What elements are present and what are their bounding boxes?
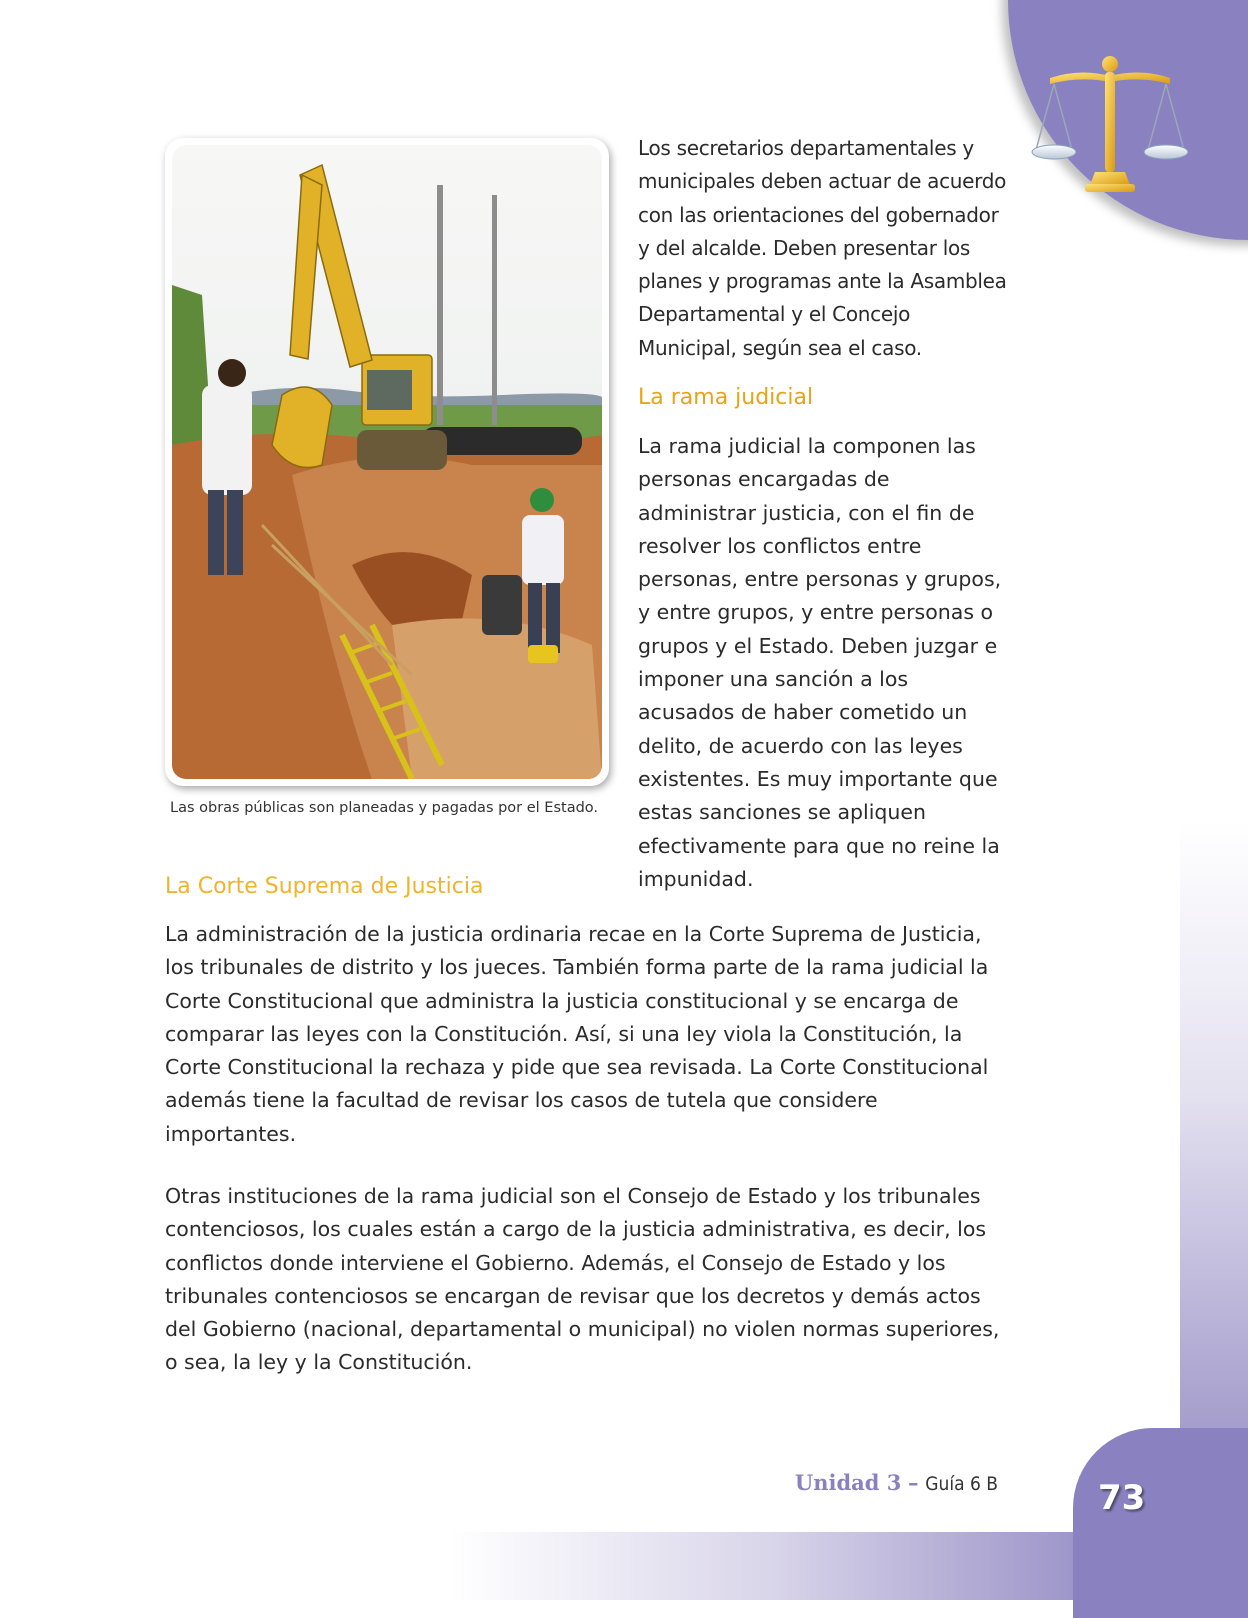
- heading-corte-suprema: La Corte Suprema de Justicia: [165, 874, 484, 899]
- scale-of-justice-icon: [1030, 50, 1190, 200]
- photo-frame: [165, 138, 609, 786]
- intro-paragraph: Los secretarios departamentales y municipales deben actuar de acuerdo con las orientaciones del gobernador y del alcalde. Deben presentar los planes y programas ante la Asamblea Departamental y el Concejo Municipal, según sea el caso.: [638, 136, 1007, 360]
- judicial-paragraph: La rama judicial la componen las personas encargadas de administrar justicia, con el fin de resolver los conflictos entre personas, entre personas y grupos, y entre grupos, y entre personas o grupos y el Estado. Deben juzgar e imponer una sanción a los acusados de haber cometido un delito, de acuerdo con las leyes existentes. Es muy importante que estas sanciones se apliquen efectivamente para que no reine la impunidad.: [638, 434, 1002, 891]
- construction-photo: [172, 145, 602, 779]
- corte-paragraph: La administración de la justicia ordinaria recae en la Corte Suprema de Justicia, los tribunales de distrito y los jueces. También forma parte de la rama judicial la Corte Constitucional que administra la justicia constitucional y se encarga de comparar las leyes con la Constitución. Así, si una ley viola la Constitución, la Corte Constitucional la rechaza y pide que sea revisada. La Corte Constitucional además tiene la facultad de revisar los casos de tutela que considere importantes.: [165, 922, 989, 1146]
- footer-unit: Unidad 3: [794, 1470, 902, 1495]
- footer-separator: –: [908, 1470, 919, 1495]
- heading-rama-judicial: La rama judicial: [638, 385, 814, 410]
- otras-instituciones-paragraph: Otras instituciones de la rama judicial son el Consejo de Estado y los tribunales contenciosos, los cuales están a cargo de la justicia administrativa, es decir, los conflictos donde interviene el Gobierno. Además, el Consejo de Estado y los tribunales contenciosos se encargan de revisar que los decretos y demás actos del Gobierno (nacional, departamental o municipal) no violen normas superiores, o sea, la ley y la Constitución.: [165, 1184, 1000, 1375]
- page-number-tab: [1073, 1428, 1248, 1618]
- page-number: 73: [1098, 1478, 1146, 1518]
- footer-unit-label: [795, 1470, 998, 1495]
- footer-guide: Guía 6 B: [925, 1473, 998, 1495]
- photo-caption: Las obras públicas son planeadas y pagadas por el Estado.: [170, 800, 599, 816]
